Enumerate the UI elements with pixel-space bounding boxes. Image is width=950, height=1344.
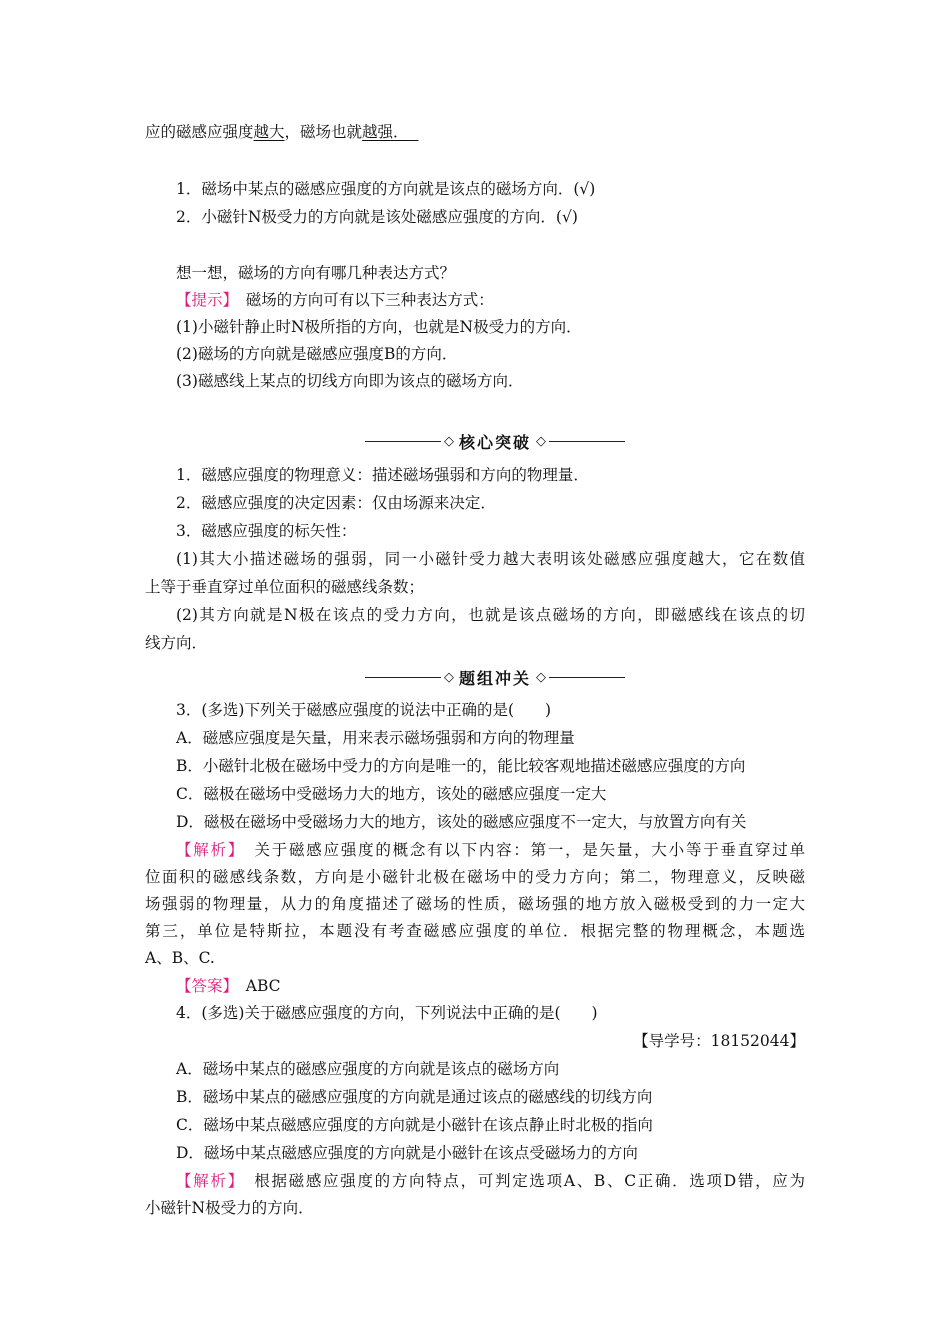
- tip-item: (3)磁感线上某点的切线方向即为该点的磁场方向．: [176, 372, 524, 390]
- core-paragraph-line: (1)其大小描述磁场的强弱，同一小磁针受力越大表明该处磁感应强度越大，它在数值: [176, 550, 805, 568]
- question-option: C．磁场中某点磁感应强度的方向就是小磁针在该点静止时北极的指向: [176, 1116, 653, 1134]
- answer-tag: 【答案】: [176, 977, 231, 995]
- heading-text: 题组冲关: [459, 669, 532, 688]
- section-heading-group: [365, 666, 625, 689]
- intro-text: 应的磁感应强度: [145, 123, 254, 141]
- tip-line: [176, 289, 494, 311]
- heading-rule: [365, 677, 441, 678]
- question-stem: 4．(多选)关于磁感应强度的方向，下列说法中正确的是( ): [176, 1004, 598, 1022]
- analysis-line: A、B、C.: [145, 949, 215, 967]
- think-question: 想一想，磁场的方向有哪几种表达方式？: [176, 264, 456, 282]
- analysis-line: [176, 839, 805, 861]
- analysis-line: 位面积的磁感线条数，方向是小磁针北极在磁场中的受力方向；第二，物理意义，反映磁: [145, 868, 805, 886]
- tip-item: (2)磁场的方向就是磁感应强度B的方向．: [176, 345, 458, 363]
- core-line: 1．磁感应强度的物理意义：描述磁场强弱和方向的物理量．: [176, 466, 589, 484]
- analysis-line: [176, 1170, 805, 1192]
- question-option: D．磁场中某点磁感应强度的方向就是小磁针在该点受磁场力的方向: [176, 1144, 638, 1162]
- judgment-item: 2．小磁针N极受力的方向就是该处磁感应强度的方向．(√): [176, 208, 578, 226]
- question-option: B．磁场中某点的磁感应强度的方向就是通过该点的磁感线的切线方向: [176, 1088, 653, 1106]
- tip-text: 磁场的方向可有以下三种表达方式：: [230, 291, 494, 309]
- diamond-icon: ◇: [444, 670, 454, 685]
- guide-number: 【导学号：18152044】: [633, 1032, 805, 1050]
- analysis-line: 小磁针N极受力的方向．: [145, 1199, 314, 1217]
- analysis-text: 关于磁感应强度的概念有以下内容：第一，是矢量，大小等于垂直穿过单: [237, 841, 805, 859]
- diamond-icon: ◇: [444, 434, 454, 449]
- question-option: A．磁感应强度是矢量，用来表示磁场强弱和方向的物理量: [176, 729, 575, 747]
- tip-tag: 【提示】: [176, 291, 231, 309]
- analysis-text: 根据磁感应强度的方向特点，可判定选项A、B、C正确．选项D错，应为: [237, 1172, 805, 1190]
- analysis-line: 场强弱的物理量，从力的角度描述了磁场的性质，磁场强的地方放入磁极受到的力一定大: [145, 895, 805, 913]
- question-option: C．磁极在磁场中受磁场力大的地方，该处的磁感应强度一定大: [176, 785, 607, 803]
- underlined-answer: 越强．: [362, 123, 409, 141]
- core-paragraph-line: 线方向．: [145, 634, 208, 652]
- core-line: 3．磁感应强度的标矢性：: [176, 522, 357, 540]
- analysis-tag: 【解析】: [176, 841, 238, 859]
- heading-text: 核心突破: [459, 433, 532, 452]
- judgment-item: 1．磁场中某点的磁感应强度的方向就是该点的磁场方向．(√): [176, 180, 596, 198]
- section-heading-core: [365, 430, 625, 453]
- answer-text: ABC: [230, 977, 281, 995]
- heading-rule: [365, 441, 441, 442]
- underline-blank: [409, 123, 419, 141]
- question-option: D．磁极在磁场中受磁场力大的地方，该处的磁感应强度不一定大，与放置方向有关: [176, 813, 747, 831]
- heading-rule: [549, 677, 625, 678]
- intro-text: ，磁场也就: [284, 123, 363, 141]
- core-line: 2．磁感应强度的决定因素：仅由场源来决定．: [176, 494, 496, 512]
- question-option: B．小磁针北极在磁场中受力的方向是唯一的，能比较客观地描述磁感应强度的方向: [176, 757, 746, 775]
- heading-rule: [549, 441, 625, 442]
- underlined-answer: 越大: [253, 123, 285, 141]
- core-paragraph-line: 上等于垂直穿过单位面积的磁感线条数；: [145, 578, 425, 596]
- intro-line: [145, 121, 418, 143]
- tip-item: (1)小磁针静止时N极所指的方向，也就是N极受力的方向．: [176, 318, 582, 336]
- analysis-line: 第三，单位是特斯拉，本题没有考查磁感应强度的单位．根据完整的物理概念，本题选: [145, 922, 805, 940]
- diamond-icon: ◇: [536, 670, 547, 685]
- core-paragraph-line: (2)其方向就是N极在该点的受力方向，也就是该点磁场的方向，即磁感线在该点的切: [176, 606, 805, 624]
- question-option: A．磁场中某点的磁感应强度的方向就是该点的磁场方向: [176, 1060, 560, 1078]
- question-stem: 3．(多选)下列关于磁感应强度的说法中正确的是( ): [176, 701, 552, 719]
- analysis-tag: 【解析】: [176, 1172, 238, 1190]
- answer-line: [176, 975, 281, 997]
- diamond-icon: ◇: [536, 434, 547, 449]
